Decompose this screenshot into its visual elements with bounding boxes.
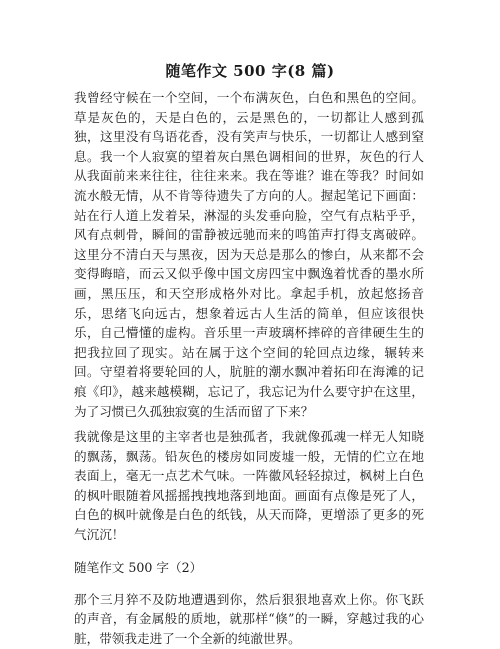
- paragraph-3: 那个三月猝不及防地遭遇到你，然后狠狠地喜欢上你。你飞跃的声音，有金属般的质地，就那样“倏”的一瞬，穿越过我的心脏，带领我走进了一个全新的纯澈世界。: [74, 591, 424, 647]
- section-subheading: 随笔作文 500 字（2）: [74, 559, 203, 575]
- paragraph-1: 我曾经守候在一个空间，一个布满灰色，白色和黑色的空间。草是灰色的，天是白色的，云是黑色的，一切都让人感到孤独，这里没有鸟语花香，没有笑声与快乐，一切都让人感到窒息。我一个人寂寞的望着灰白黑色调相间的世界，灰色的行人从我面前来来往往，往往来来。我在等谁？谁在等我？时间如流水般无情，从不肯等待遗失了方向的人。握起笔记下画面：站在行人道上发着呆，淋湿的头发垂向脸，空气有点粘乎乎，风有点刺骨，瞬间的雷静被远驰而来的鸣笛声打得支离破碎。这里分不清白天与黑夜，因为天总是那么的惨白，从来都不会变得晦暗，而云又似乎像中国文房四宝中飘逸着忧香的墨水所画，黑压压，和天空形成格外对比。拿起手机，放起悠扬音乐，思绪飞向远古，想象着远古人生活的简单，但应该很快乐，自己懵懂的虚构。音乐里一声玻璃杯摔碎的音律硬生生的把我拉回了现实。站在属于这个空间的轮回点边缘，辗转来回。守望着将要轮回的人，肮脏的潮水飘冲着拓印在海滩的记痕《印》，越来越模糊，忘记了，我忘记为什么要守护在这里，为了习惯已久孤独寂寞的生活而留了下来？: [74, 90, 424, 419]
- article-body: [74, 88, 424, 649]
- paragraph-2: 我就像是这里的主宰者也是独孤者，我就像孤魂一样无人知晓的飘荡，飘荡。铅灰色的楼房如同废墟一般，无情的伫立在地表面上，毫无一点艺术气味。一阵徽风轻轻掠过，枫树上白色的枫叶眼随着风摇摇拽拽地落到地面。画面有点像是死了人，白色的枫叶就像是白色的纸钱，从天而降，更增添了更多的死气沉沉！: [74, 429, 424, 543]
- page-title: 随笔作文 500 字(8 篇): [165, 62, 335, 80]
